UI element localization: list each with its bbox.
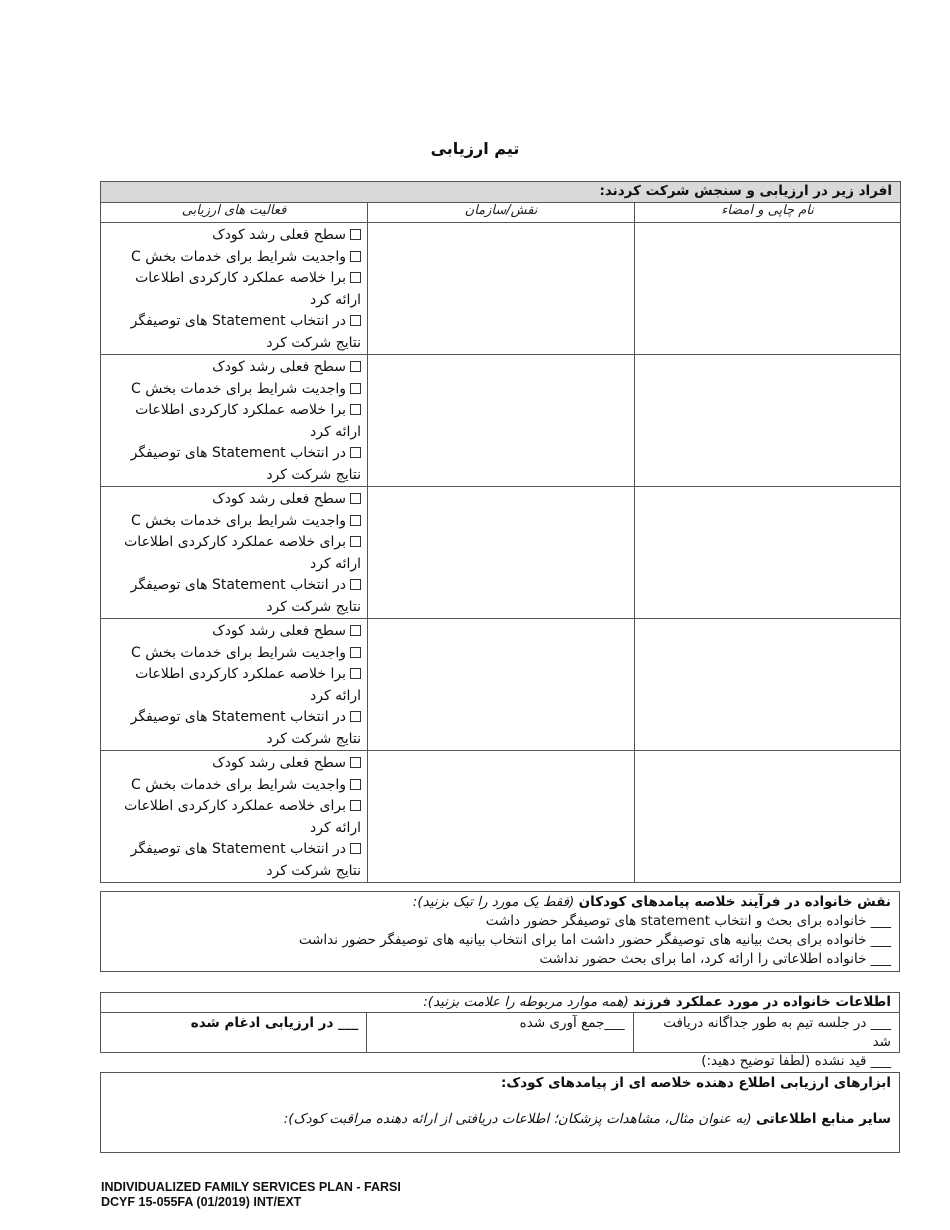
- family-role-option[interactable]: ___ خانواده برای بحث بیانیه های توصیفگر حضور داشت اما برای انتخاب بیانیه های توصیفگر حضور نداشت: [298, 932, 891, 948]
- activity-label: در انتخاب Statement های توصیفگر نتایج شرکت کرد: [130, 841, 362, 879]
- activity-checkbox[interactable]: [350, 647, 361, 658]
- participant-activities-cell: [101, 487, 368, 619]
- activity-checkbox[interactable]: [350, 272, 361, 283]
- col-role-organization: نقش/سازمان: [368, 203, 635, 223]
- activity-item: [105, 839, 361, 882]
- family-info-cell-received[interactable]: ___ در جلسه تیم به طور جداگانه دریافت شد ___ قید نشده (لطفا توضیح دهید:): [633, 1013, 899, 1052]
- family-info-box: [100, 992, 900, 1069]
- tools-label: ابزارهای ارزیابی اطلاع دهنده خلاصه ای از پیامدهای کودک:: [501, 1075, 891, 1091]
- activity-item: [105, 225, 361, 247]
- activity-checkbox[interactable]: [350, 711, 361, 722]
- family-role-option[interactable]: ___ خانواده برای بحث و انتخاب statement های توصیفگر حضور داشت: [485, 913, 891, 929]
- activity-label: برا خلاصه عملکرد کارکردی اطلاعات ارائه کرد: [135, 402, 362, 440]
- participant-role-cell[interactable]: [368, 355, 635, 487]
- activity-item: [105, 357, 361, 379]
- activity-checkbox[interactable]: [350, 625, 361, 636]
- activity-label: در انتخاب Statement های توصیفگر نتایج شرکت کرد: [130, 577, 362, 615]
- activity-item: [105, 311, 361, 354]
- participant-name-signature-cell[interactable]: [635, 223, 901, 355]
- page-title: تیم ارزیابی: [430, 139, 520, 158]
- activity-checkbox[interactable]: [350, 757, 361, 768]
- activity-label: برا خلاصه عملکرد کارکردی اطلاعات ارائه کرد: [135, 270, 362, 308]
- activity-item: [105, 707, 361, 750]
- activity-item: [105, 775, 361, 797]
- family-role-question-italic: (فقط یک مورد را تیک بزنید):: [412, 894, 575, 910]
- participant-row: [101, 619, 901, 751]
- activity-label: برا خلاصه عملکرد کارکردی اطلاعات ارائه کرد: [135, 666, 362, 704]
- family-role-question-bold: نقش خانواده در فرآیند خلاصه پیامدهای کودکان: [578, 894, 891, 910]
- activity-label: در انتخاب Statement های توصیفگر نتایج شرکت کرد: [130, 709, 362, 747]
- participant-activities-cell: [101, 223, 368, 355]
- participant-name-signature-cell[interactable]: [635, 355, 901, 487]
- activity-item: [105, 621, 361, 643]
- activity-item: [105, 400, 361, 443]
- participant-activities-cell: [101, 751, 368, 883]
- activity-checkbox[interactable]: [350, 536, 361, 547]
- activity-checkbox[interactable]: [350, 515, 361, 526]
- footer-form-number: DCYF 15-055FA (01/2019) INT/EXT: [101, 1195, 302, 1209]
- blank-line[interactable]: ___: [870, 951, 891, 967]
- activity-label: واجدیت شرایط برای خدمات بخش C: [130, 248, 347, 265]
- col-name-signature: نام چاپی و امضاء: [635, 203, 901, 223]
- participant-row: [101, 751, 901, 883]
- family-role-option[interactable]: ___ خانواده اطلاعاتی را ارائه کرد، اما برای بحث حضور نداشت: [539, 951, 891, 967]
- activity-checkbox[interactable]: [350, 800, 361, 811]
- activity-label: در انتخاب Statement های توصیفگر نتایج شرکت کرد: [130, 313, 362, 351]
- activity-label: سطح فعلی رشد کودک: [212, 227, 347, 243]
- activity-checkbox[interactable]: [350, 579, 361, 590]
- blank-line[interactable]: ___: [870, 913, 891, 929]
- activity-label: برای خلاصه عملکرد کارکردی اطلاعات ارائه کرد: [124, 534, 362, 572]
- family-role-question: [109, 893, 891, 912]
- activity-checkbox[interactable]: [350, 315, 361, 326]
- assessment-tools-box: [100, 1072, 900, 1153]
- footer-form-title: INDIVIDUALIZED FAMILY SERVICES PLAN - FARSI: [101, 1180, 401, 1194]
- activity-item: [105, 247, 361, 269]
- participant-activities-cell: [101, 619, 368, 751]
- participant-role-cell[interactable]: [368, 751, 635, 883]
- activity-item: [105, 532, 361, 575]
- participants-table: [100, 181, 901, 883]
- activity-item: [105, 489, 361, 511]
- participant-role-cell[interactable]: [368, 223, 635, 355]
- activity-checkbox[interactable]: [350, 229, 361, 240]
- activity-label: سطح فعلی رشد کودک: [212, 755, 347, 771]
- participant-name-signature-cell[interactable]: [635, 619, 901, 751]
- activity-item: [105, 753, 361, 775]
- family-info-cell-collected[interactable]: ___جمع آوری شده: [366, 1013, 632, 1052]
- participant-name-signature-cell[interactable]: [635, 487, 901, 619]
- family-info-cell-integrated[interactable]: ___ در ارزیابی ادغام شده: [190, 1015, 359, 1031]
- participant-row: [101, 487, 901, 619]
- blank-line[interactable]: ___: [870, 932, 891, 948]
- activity-label: واجدیت شرایط برای خدمات بخش C: [130, 512, 347, 529]
- activity-item: [105, 643, 361, 665]
- activity-label: سطح فعلی رشد کودک: [212, 359, 347, 375]
- activity-label: برای خلاصه عملکرد کارکردی اطلاعات ارائه کرد: [124, 798, 362, 836]
- participant-role-cell[interactable]: [368, 487, 635, 619]
- activity-item: [105, 575, 361, 618]
- participant-role-cell[interactable]: [368, 619, 635, 751]
- activity-label: واجدیت شرایط برای خدمات بخش C: [130, 776, 347, 793]
- activity-checkbox[interactable]: [350, 668, 361, 679]
- form-footer: [101, 1180, 401, 1210]
- activity-checkbox[interactable]: [350, 493, 361, 504]
- other-sources-label: سایر منابع اطلاعاتی (به عنوان مثال، مشاهدات پزشکان؛ اطلاعات دریافتی از ارائه دهنده مراقبت کودک):: [283, 1111, 891, 1127]
- activity-item: [105, 443, 361, 486]
- activity-checkbox[interactable]: [350, 361, 361, 372]
- family-role-box: [100, 891, 900, 972]
- participant-row: [101, 223, 901, 355]
- participant-activities-cell: [101, 355, 368, 487]
- activity-item: [105, 268, 361, 311]
- activity-item: [105, 511, 361, 533]
- participant-row: [101, 355, 901, 487]
- activity-label: سطح فعلی رشد کودک: [212, 623, 347, 639]
- activity-item: [105, 379, 361, 401]
- activity-label: سطح فعلی رشد کودک: [212, 491, 347, 507]
- activity-label: در انتخاب Statement های توصیفگر نتایج شرکت کرد: [130, 445, 362, 483]
- activity-checkbox[interactable]: [350, 251, 361, 262]
- activity-checkbox[interactable]: [350, 843, 361, 854]
- activity-checkbox[interactable]: [350, 404, 361, 415]
- col-assessment-activities: فعالیت های ارزیابی: [101, 203, 368, 223]
- activity-item: [105, 796, 361, 839]
- activity-checkbox[interactable]: [350, 383, 361, 394]
- participants-header: افراد زیر در ارزیابی و سنجش شرکت کردند:: [101, 182, 901, 203]
- activity-label: واجدیت شرایط برای خدمات بخش C: [130, 380, 347, 397]
- participant-name-signature-cell[interactable]: [635, 751, 901, 883]
- family-info-header: اطلاعات خانواده در مورد عملکرد فرزند (همه موارد مربوطه را علامت بزنید):: [101, 993, 899, 1013]
- activity-item: [105, 664, 361, 707]
- activity-label: واجدیت شرایط برای خدمات بخش C: [130, 644, 347, 661]
- activity-checkbox[interactable]: [350, 447, 361, 458]
- activity-checkbox[interactable]: [350, 779, 361, 790]
